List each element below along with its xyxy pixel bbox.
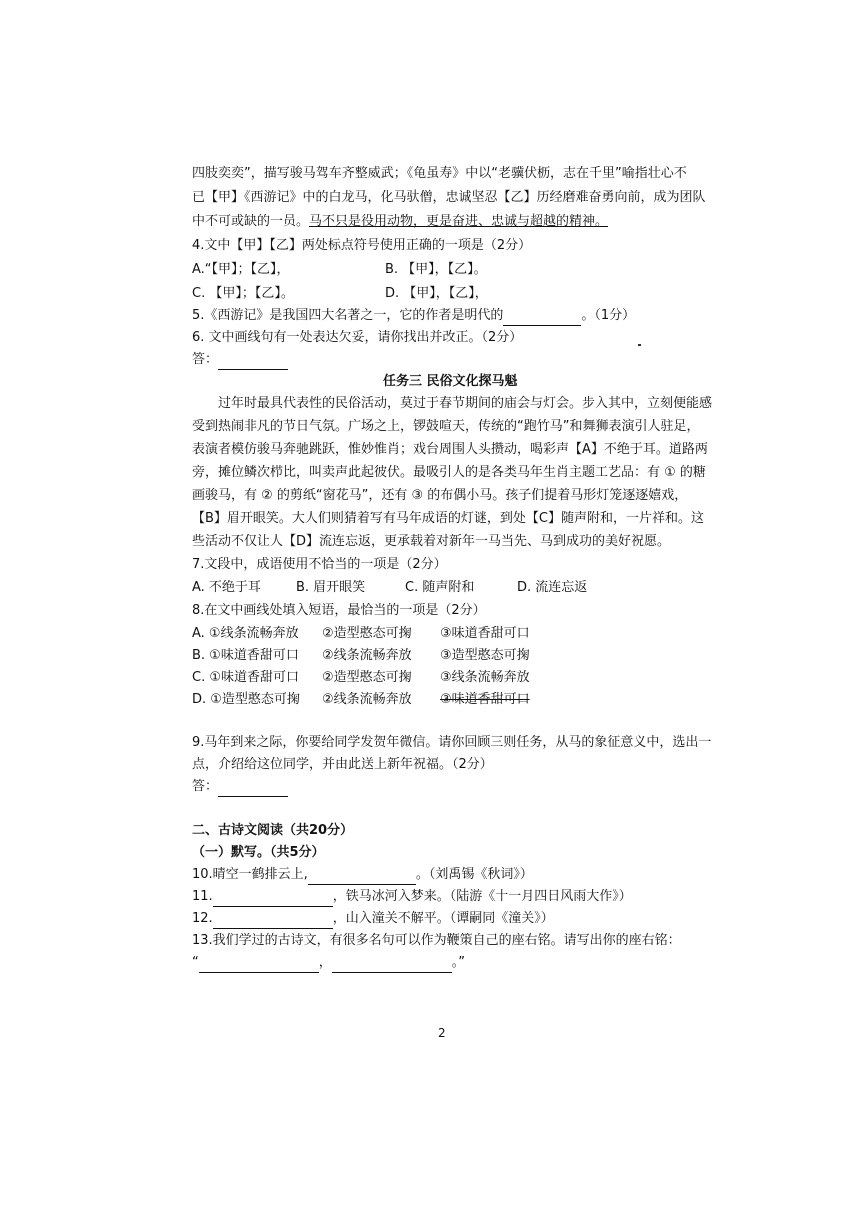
q13-answer-blank-2[interactable] xyxy=(332,958,452,973)
q10 xyxy=(192,865,533,885)
q8-option-a-1: A. ①线条流畅奔放 xyxy=(192,626,299,641)
q7-stem: 7.文段中，成语使用不恰当的一项是（2分） xyxy=(192,557,447,572)
para1-line-3 xyxy=(192,212,608,232)
q9-answer-blank[interactable] xyxy=(218,782,288,797)
q12 xyxy=(192,909,554,929)
task3-title: 任务三 民俗文化探马魁 xyxy=(383,374,518,389)
q9-line-2: 点，介绍给这位同学，并由此送上新年祝福。（2分） xyxy=(192,757,493,772)
close-quote: 。” xyxy=(451,955,466,970)
answer-label: 答： xyxy=(192,779,219,794)
q7-option-a: A. 不绝于耳 xyxy=(192,580,261,595)
q11 xyxy=(192,887,632,907)
q8-option-d-2: ②线条流畅奔放 xyxy=(322,692,412,707)
task3-line-3: 表演者模仿骏马奔驰跳跃，惟妙惟肖；戏台周围人头攒动，喝彩声【A】不绝于耳。道路两 xyxy=(192,442,708,457)
para1-line-3-text: 中不可或缺的一员。 xyxy=(192,214,310,229)
q12-text: ，山入潼关不解平。（谭嗣同《潼关》） xyxy=(332,911,554,926)
q8-option-c-3: ③线条流畅奔放 xyxy=(440,670,530,685)
q13-answer-blank-1[interactable] xyxy=(199,958,319,973)
q8-option-a-2: ②造型憨态可掬 xyxy=(322,626,412,641)
section2-title: 二、古诗文阅读（共20分） xyxy=(192,823,354,838)
q10-text: 10.晴空一鹤排云上, xyxy=(192,867,308,882)
q8-option-d-1: D. ①造型憨态可掬 xyxy=(192,692,300,707)
q6-stem: 6. 文中画线句有一处表达欠妥，请你找出并改正。（2分） xyxy=(192,330,523,345)
q11-text: ，铁马冰河入梦来。（陆游《十一月四日风雨大作》） xyxy=(332,889,632,904)
q6-answer-blank[interactable] xyxy=(218,355,288,370)
q10-answer-blank[interactable] xyxy=(308,870,416,885)
q5-text: 5.《西游记》是我国四大名著之一，它的作者是明代的 xyxy=(192,308,504,323)
q9-line-1: 9.马年到来之际，你要给同学发贺年微信。请你回顾三则任务，从马的象征意义中，选出一 xyxy=(192,735,712,750)
comma: ， xyxy=(318,955,332,970)
speck-mark xyxy=(638,344,641,346)
q7-option-b: B. 眉开眼笑 xyxy=(296,580,366,595)
q8-option-c-2: ②造型憨态可掬 xyxy=(322,670,412,685)
q7-option-d: D. 流连忘返 xyxy=(517,580,588,595)
q8-stem: 8.在文中画线处填入短语，最恰当的一项是（2分） xyxy=(192,603,486,618)
q9-answer xyxy=(192,777,288,797)
q5-score: 。（1分） xyxy=(581,308,636,323)
q13-stem: 13.我们学过的古诗文，有很多名句可以作为鞭策自己的座右铭。请写出你的座右铭： xyxy=(192,933,681,948)
q8-option-b-3: ③造型憨态可掬 xyxy=(440,648,530,663)
q4-option-a: A.“【甲】；【乙】， xyxy=(192,262,290,277)
open-quote: “ xyxy=(192,955,199,970)
task3-line-2: 受到热闹非凡的节日气氛。广场之上，锣鼓喧天，传统的“跑竹马”和舞狮表演引人驻足， xyxy=(192,419,700,434)
task3-line-5: 画骏马，有 ② 的剪纸“窗花马”，还有 ③ 的布偶小马。孩子们提着马形灯笼逐逐嬉戏， xyxy=(192,488,688,503)
q4-option-d: D. 【甲】，【乙】， xyxy=(385,286,488,301)
q5-answer-blank[interactable] xyxy=(503,311,581,326)
q12-answer-blank[interactable] xyxy=(213,914,333,929)
q13-answer xyxy=(192,953,465,973)
q12-number: 12. xyxy=(192,911,213,926)
section2-subtitle: （一）默写。（共5分） xyxy=(192,845,325,860)
task3-line-1: 过年时最具代表性的民俗活动，莫过于春节期间的庙会与灯会。步入其中，立刻便能感 xyxy=(218,396,713,411)
q6-answer xyxy=(192,350,288,370)
q8-option-d-3: ③味道香甜可口 xyxy=(440,692,530,707)
task3-line-4: 旁，摊位鳞次栉比，叫卖声此起彼伏。最吸引人的是各类马年生肖主题工艺品：有 ① 的糖 xyxy=(192,465,706,480)
q7-option-c: C. 随声附和 xyxy=(405,580,475,595)
q4-option-b: B. 【甲】，【乙】。 xyxy=(385,262,487,277)
q5 xyxy=(192,306,635,326)
q8-option-b-1: B. ①味道香甜可口 xyxy=(192,648,299,663)
para1-line-1: 四肢奕奕”，描写骏马驾车齐整威武；《龟虽寿》中以“老骥伏枥，志在千里”喻指壮心不 xyxy=(192,166,687,181)
task3-line-7: 些活动不仅让人【D】流连忘返，更承载着对新年一马当先、马到成功的美好祝愿。 xyxy=(192,534,671,549)
q10-source: 。（刘禹锡《秋词》） xyxy=(415,867,533,882)
q11-number: 11. xyxy=(192,889,213,904)
q8-option-b-2: ②线条流畅奔放 xyxy=(322,648,412,663)
underlined-sentence: 马不只是役用动物，更是奋进、忠诚与超越的精神。 xyxy=(309,214,609,229)
q4-option-c: C. 【甲】；【乙】。 xyxy=(192,286,294,301)
q11-answer-blank[interactable] xyxy=(213,892,333,907)
q8-option-c-1: C. ①味道香甜可口 xyxy=(192,670,299,685)
page-number: 2 xyxy=(438,1026,446,1040)
task3-line-6: 【B】眉开眼笑。大人们则猜着写有马年成语的灯谜，到处【C】随声附和，一片祥和。这 xyxy=(192,511,704,526)
para1-line-2: 已【甲】《西游记》中的白龙马，化马驮僧，忠诚坚忍【乙】历经磨难奋勇向前，成为团队 xyxy=(192,190,706,205)
q8-option-a-3: ③味道香甜可口 xyxy=(440,626,530,641)
q4-stem: 4.文中【甲】【乙】两处标点符号使用正确的一项是（2分） xyxy=(192,238,532,253)
answer-label: 答： xyxy=(192,352,219,367)
